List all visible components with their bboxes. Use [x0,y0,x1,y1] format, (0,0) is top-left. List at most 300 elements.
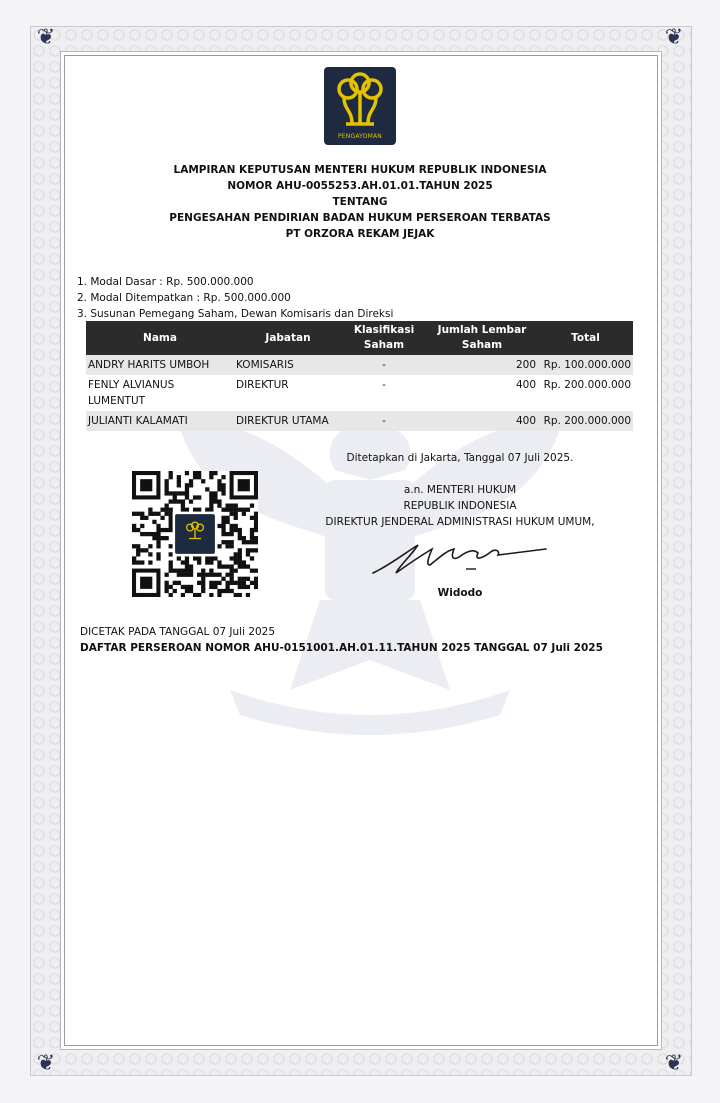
qr-module [250,504,254,508]
qr-module [148,512,152,516]
qr-module [221,589,225,593]
logo-caption: PENGAYOMAN [337,133,382,140]
cell-jumlah: 200 [426,355,538,375]
qr-module [165,512,169,516]
qr-module [234,528,238,532]
title-line: NOMOR AHU-0055253.AH.01.01.TAHUN 2025 [227,180,493,192]
qr-module [193,471,197,475]
qr-module [197,593,201,597]
qr-module [156,536,160,540]
qr-module [217,581,221,585]
col-header-nama: Nama [86,321,234,355]
qr-module [242,577,246,581]
qr-module [169,524,173,528]
qr-module [205,508,209,512]
qr-module [213,499,217,503]
republic: REPUBLIK INDONESIA [403,500,517,512]
qr-module [254,528,258,532]
qr-module [217,487,221,491]
cell-klasifikasi: - [342,355,426,375]
qr-module [169,528,173,532]
qr-module [181,499,185,503]
qr-module [217,589,221,593]
qr-module [209,560,213,564]
qr-module [165,491,169,495]
qr-module [173,495,177,499]
modal-dasar: 1. Modal Dasar : Rp. 500.000.000 [77,276,254,288]
qr-module [185,556,189,560]
qr-module [250,556,254,560]
qr-module [246,548,250,552]
cell-klasifikasi: - [342,375,426,411]
qr-module [169,585,173,589]
qr-module [169,475,173,479]
qr-module [217,479,221,483]
qr-module [225,544,229,548]
qr-module [160,528,164,532]
qr-module [230,544,234,548]
col-header-jabatan: Jabatan [234,321,342,355]
qr-module [197,573,201,577]
qr-module [165,487,169,491]
qr-module [221,475,225,479]
qr-module [213,585,217,589]
qr-module [242,581,246,585]
qr-module [230,573,234,577]
qr-module [140,524,144,528]
qr-module [238,560,242,564]
qr-module [193,508,197,512]
qr-module [185,569,189,573]
ornament-icon: ❦ [36,1051,56,1076]
qr-module [185,585,189,589]
cell-nama: ANDRY HARITS UMBOH [86,355,234,375]
qr-module [238,548,242,552]
qr-module [234,556,238,560]
qr-module [169,512,173,516]
qr-module [254,524,258,528]
qr-module [185,589,189,593]
qr-module [209,593,213,597]
qr-module [201,581,205,585]
qr-module [193,593,197,597]
qr-module [246,540,250,544]
qr-module [230,532,234,536]
qr-module [230,504,234,508]
qr-module [234,516,238,520]
qr-module [136,552,140,556]
qr-module [169,560,173,564]
qr-module [246,508,250,512]
qr-module [132,556,136,560]
qr-module [254,512,258,516]
qr-module [238,593,242,597]
qr-finder-pattern [140,479,152,491]
qr-module [217,560,221,564]
qr-module [181,504,185,508]
qr-module [221,540,225,544]
qr-module [132,512,136,516]
qr-module [242,564,246,568]
qr-module [250,548,254,552]
qr-module [230,564,234,568]
qr-module [189,564,193,568]
qr-module [230,508,234,512]
qr-module [201,589,205,593]
qr-module [238,508,242,512]
qr-module [169,516,173,520]
qr-module [136,544,140,548]
qr-module [254,581,258,585]
qr-module [144,548,148,552]
qr-module [254,585,258,589]
qr-module [225,540,229,544]
qr-module [165,504,169,508]
qr-module [209,581,213,585]
qr-module [209,471,213,475]
qr-module [225,504,229,508]
qr-module [177,479,181,483]
cell-jabatan: DIREKTUR UTAMA [234,411,342,431]
cell-nama: JULIANTI KALAMATI [86,411,234,431]
qr-module [169,569,173,573]
qr-module [221,520,225,524]
qr-module [160,508,164,512]
qr-module [230,577,234,581]
qr-module [234,569,238,573]
qr-code [132,471,258,597]
qr-module [165,479,169,483]
qr-module [177,499,181,503]
qr-module [132,560,136,564]
qr-module [246,564,250,568]
qr-module [213,491,217,495]
qr-module [160,536,164,540]
qr-module [181,491,185,495]
qr-module [225,581,229,585]
cell-jabatan: DIREKTUR [234,375,342,411]
qr-module [250,528,254,532]
qr-module [234,593,238,597]
qr-module [169,508,173,512]
qr-module [185,508,189,512]
qr-module [221,491,225,495]
qr-module [197,508,201,512]
qr-module [209,491,213,495]
qr-module [201,573,205,577]
qr-module [181,560,185,564]
qr-module [169,520,173,524]
qr-module [225,532,229,536]
qr-module [156,540,160,544]
qr-module [242,508,246,512]
cell-total: Rp. 200.000.000 [538,411,633,431]
qr-module [221,528,225,532]
qr-module [201,569,205,573]
qr-module [213,471,217,475]
qr-module [205,573,209,577]
signer-position: DIREKTUR JENDERAL ADMINISTRASI HUKUM UMUM, [325,516,595,528]
qr-module [225,508,229,512]
qr-module [250,569,254,573]
qr-module [181,508,185,512]
qr-module [197,471,201,475]
qr-module [165,573,169,577]
qr-module [230,556,234,560]
company-name: PT ORZORA REKAM JEJAK [285,228,435,240]
qr-module [181,585,185,589]
qr-module [242,540,246,544]
qr-module [185,495,189,499]
qr-module [230,512,234,516]
qr-module [189,585,193,589]
qr-module [156,544,160,548]
qr-module [165,528,169,532]
qr-module [173,581,177,585]
qr-module [132,544,136,548]
qr-module [173,499,177,503]
qr-module [225,520,229,524]
qr-module [238,556,242,560]
qr-module [254,520,258,524]
qr-module [205,560,209,564]
qr-module [140,516,144,520]
qr-module [136,512,140,516]
qr-module [177,581,181,585]
qr-module [169,564,173,568]
qr-module [221,487,225,491]
qr-module [185,560,189,564]
qr-module [209,504,213,508]
qr-module [234,552,238,556]
qr-module [169,544,173,548]
qr-module [156,552,160,556]
capital-items [77,274,393,322]
qr-module [177,483,181,487]
qr-module [246,577,250,581]
qr-module [221,532,225,536]
qr-module [185,471,189,475]
qr-module [148,532,152,536]
qr-module [254,536,258,540]
qr-module [177,573,181,577]
qr-module [230,581,234,585]
handwritten-signature [370,535,550,580]
qr-module [152,512,156,516]
qr-module [189,589,193,593]
table-row [86,375,633,411]
qr-module [238,564,242,568]
qr-module [246,552,250,556]
register-number: DAFTAR PERSEROAN NOMOR AHU-0151001.AH.01.11.TAHUN 2025 TANGGAL 07 Juli 2025 [80,642,603,654]
qr-module [254,516,258,520]
print-info [80,624,603,656]
qr-module [185,491,189,495]
qr-module [213,573,217,577]
signer-name: Widodo [437,587,483,599]
qr-module [205,556,209,560]
qr-module [213,556,217,560]
qr-module [156,528,160,532]
title-line: PENGESAHAN PENDIRIAN BADAN HUKUM PERSEROAN TERBATAS [169,212,551,224]
qr-module [160,516,164,520]
place-date: Ditetapkan di Jakarta, Tanggal 07 Juli 2025. [346,452,574,464]
qr-module [217,524,221,528]
qr-module [217,483,221,487]
qr-module [209,475,213,479]
pengayoman-tree-icon [324,67,396,137]
qr-module [181,593,185,597]
qr-module [209,508,213,512]
qr-module [156,524,160,528]
qr-module [250,540,254,544]
qr-module [136,560,140,564]
qr-module [169,491,173,495]
qr-module [209,569,213,573]
pengayoman-logo [324,67,396,145]
qr-module [242,536,246,540]
signature-block [300,450,620,530]
qr-module [169,471,173,475]
qr-module [201,577,205,581]
qr-module [189,499,193,503]
qr-module [230,569,234,573]
cell-nama: FENLY ALVIANUS LUMENTUT [86,375,234,411]
qr-module [242,585,246,589]
qr-module [189,483,193,487]
qr-module [221,483,225,487]
qr-module [152,536,156,540]
qr-module [197,556,201,560]
qr-module [165,585,169,589]
qr-module [225,564,229,568]
qr-module [132,528,136,532]
qr-module [177,556,181,560]
decree-title [64,162,656,242]
ornament-icon: ❦ [664,25,684,50]
qr-module [209,495,213,499]
qr-module [148,560,152,564]
qr-module [193,475,197,479]
qr-module [165,581,169,585]
qr-module [209,556,213,560]
qr-module [152,520,156,524]
qr-module [234,524,238,528]
qr-module [217,593,221,597]
qr-module [217,564,221,568]
qr-module [144,516,148,520]
qr-module [136,548,140,552]
qr-module [185,564,189,568]
col-header-total: Total [538,321,633,355]
qr-module [132,524,136,528]
qr-module [156,532,160,536]
qr-module [221,564,225,568]
qr-module [201,585,205,589]
qr-module [225,516,229,520]
table-row [86,411,633,431]
susunan-heading: 3. Susunan Pemegang Saham, Dewan Komisaris dan Direksi [77,308,394,320]
qr-module [250,532,254,536]
qr-module [205,487,209,491]
qr-module [221,508,225,512]
cell-total: Rp. 100.000.000 [538,355,633,375]
cell-total: Rp. 200.000.000 [538,375,633,411]
qr-module [250,516,254,520]
qr-module [225,573,229,577]
qr-module [238,577,242,581]
qr-module [197,581,201,585]
qr-module [250,536,254,540]
qr-module [197,495,201,499]
qr-module [197,560,201,564]
qr-module [217,544,221,548]
qr-module [152,532,156,536]
qr-module [217,504,221,508]
qr-module [221,524,225,528]
qr-module [189,569,193,573]
col-header-jumlah: Jumlah Lembar Saham [426,321,538,355]
qr-module [234,560,238,564]
qr-module [140,560,144,564]
qr-module [185,487,189,491]
qr-module [217,499,221,503]
qr-module [169,593,173,597]
qr-module [177,491,181,495]
ornament-icon: ❦ [664,1051,684,1076]
qr-module [181,569,185,573]
qr-module [156,556,160,560]
cell-jumlah: 400 [426,411,538,431]
on-behalf: a.n. MENTERI HUKUM [403,484,517,496]
qr-module [140,512,144,516]
title-line: TENTANG [332,196,388,208]
qr-module [144,532,148,536]
qr-module [193,495,197,499]
qr-module [234,508,238,512]
qr-module [246,585,250,589]
qr-module [230,528,234,532]
qr-module [140,532,144,536]
qr-module [177,569,181,573]
table-row [86,355,633,375]
qr-module [165,483,169,487]
qr-module [148,508,152,512]
qr-finder-pattern [140,577,152,589]
qr-module [238,552,242,556]
qr-module [201,479,205,483]
qr-module [242,560,246,564]
cell-klasifikasi: - [342,411,426,431]
qr-module [148,552,152,556]
qr-module [246,593,250,597]
cell-jabatan: KOMISARIS [234,355,342,375]
qr-module [197,475,201,479]
qr-module [193,556,197,560]
qr-module [156,512,160,516]
qr-module [209,585,213,589]
qr-module [230,540,234,544]
qr-module [173,569,177,573]
title-line: LAMPIRAN KEPUTUSAN MENTERI HUKUM REPUBLIK INDONESIA [173,164,547,176]
shareholder-table [86,321,633,431]
qr-module [230,524,234,528]
qr-module [165,508,169,512]
qr-module [189,479,193,483]
qr-module [234,512,238,516]
qr-module [148,544,152,548]
qr-module [213,581,217,585]
